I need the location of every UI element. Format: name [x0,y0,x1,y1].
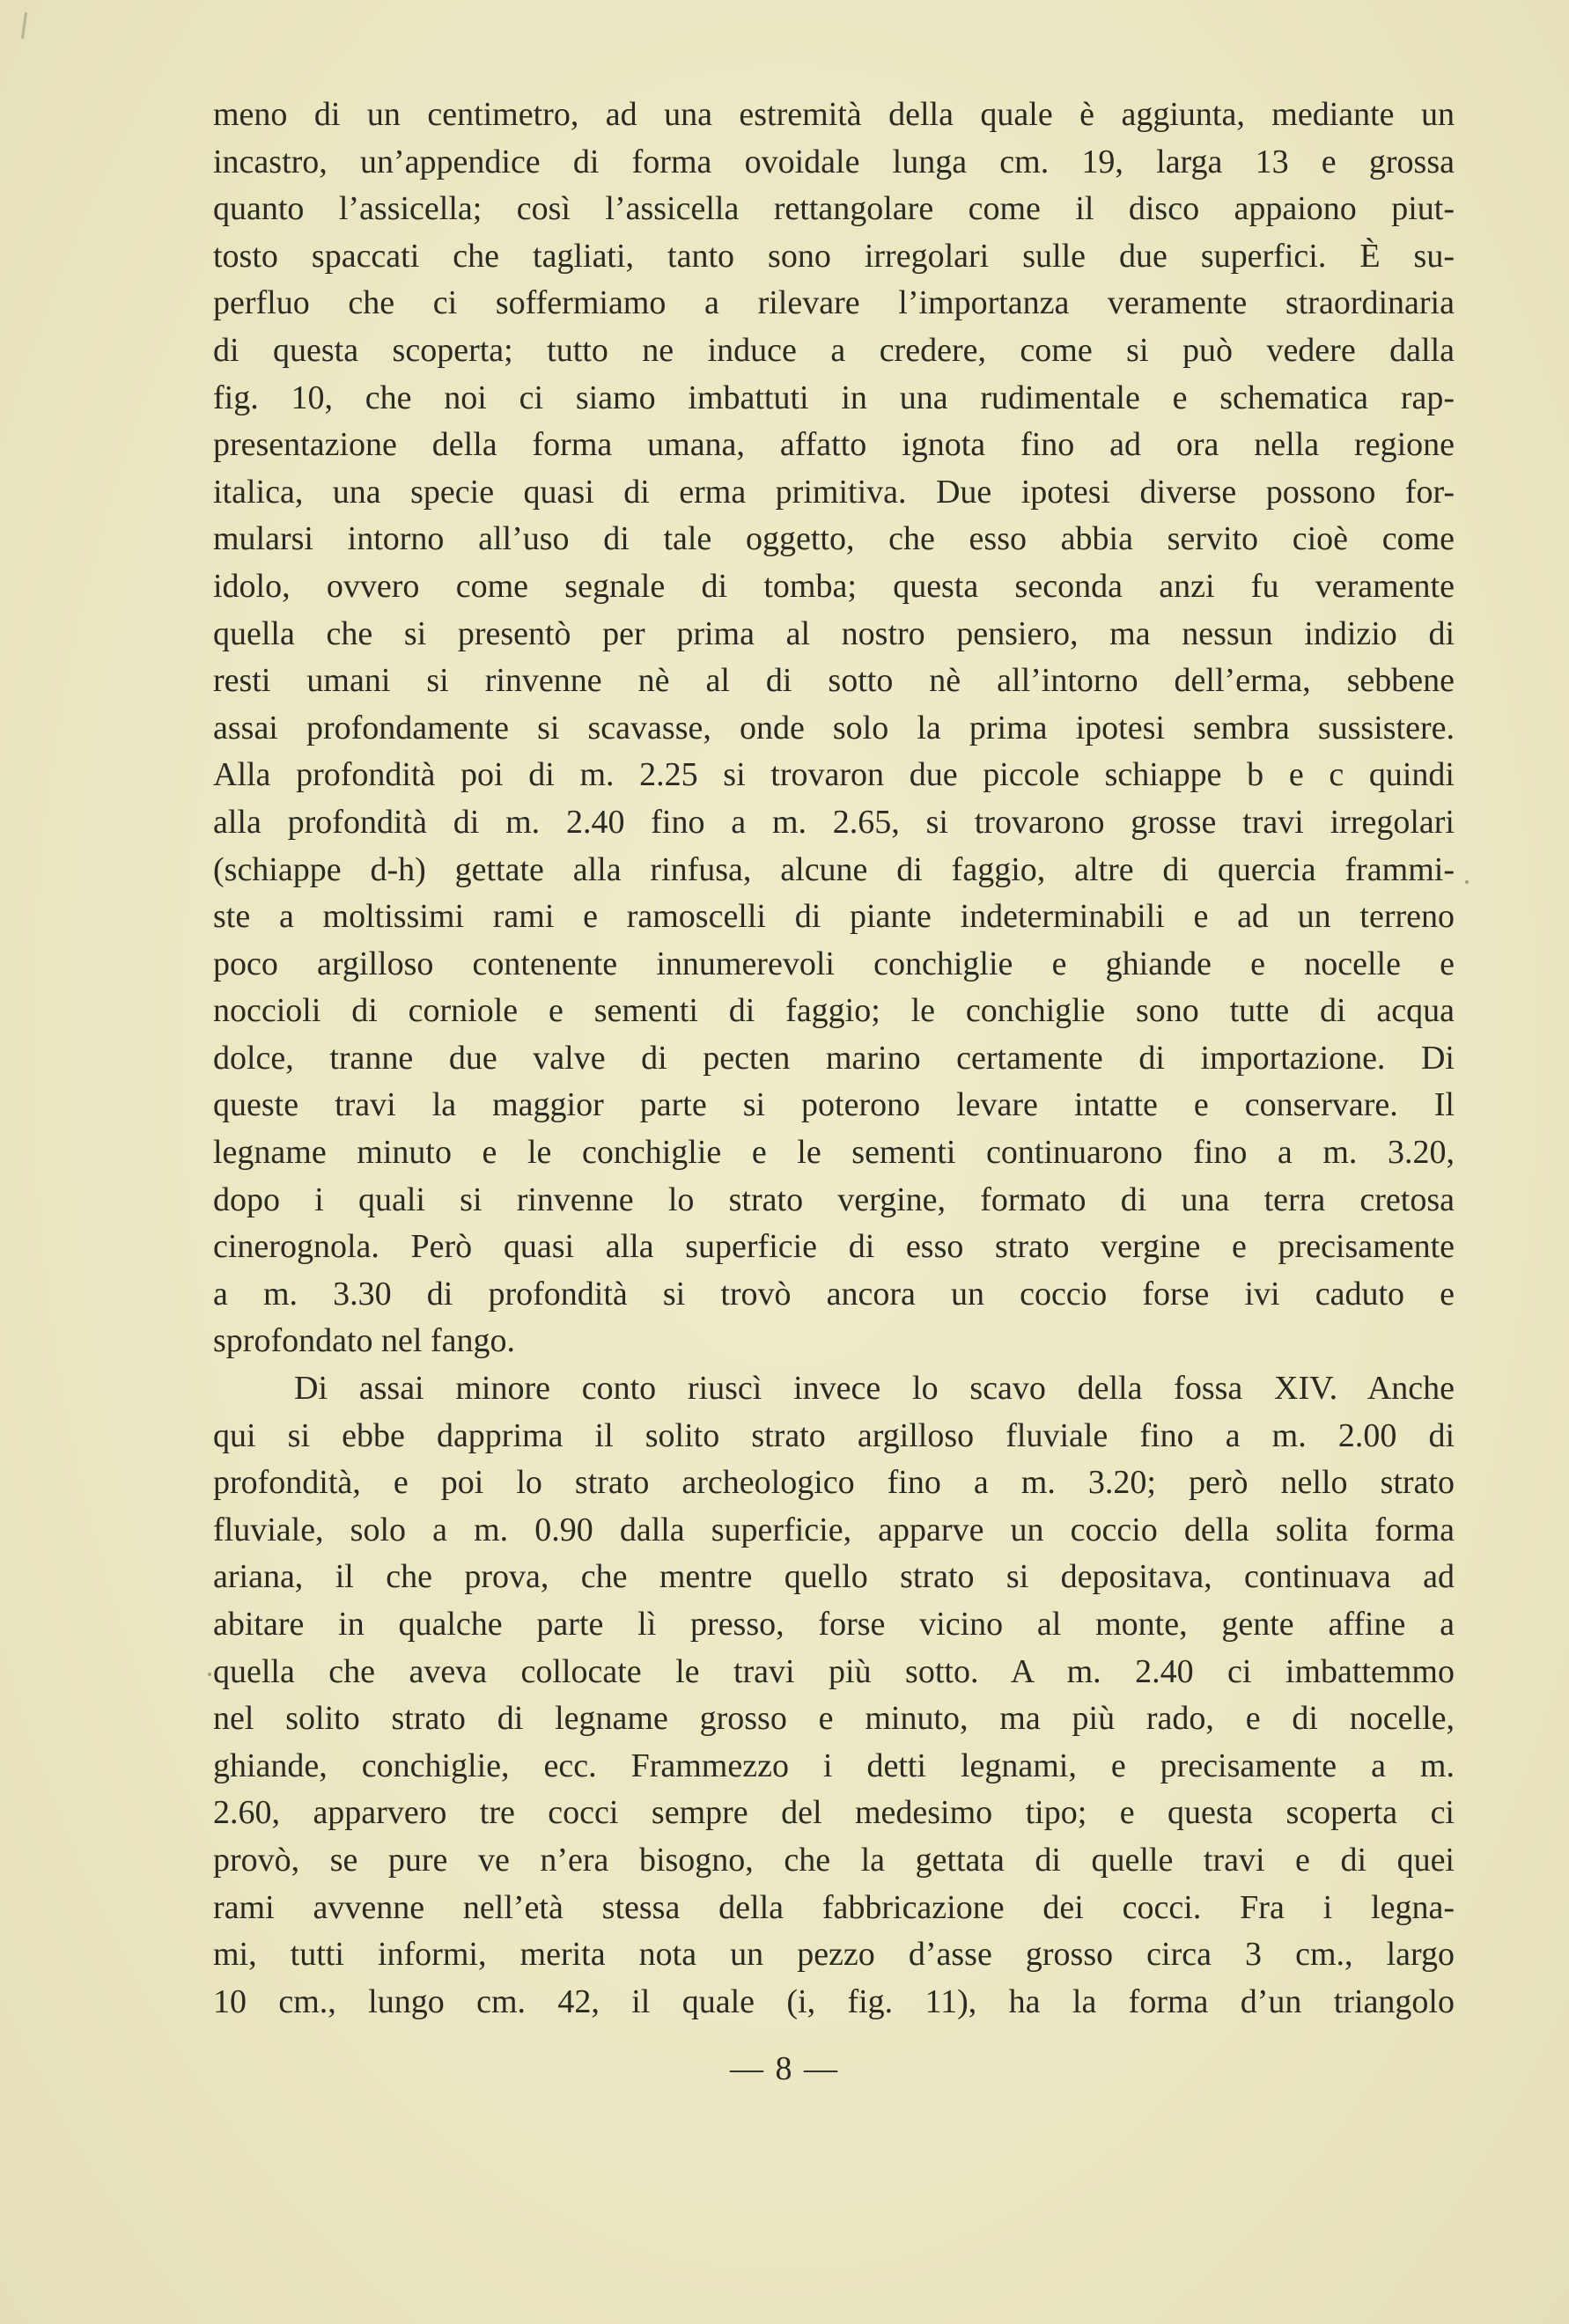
text-line: fig. 10, che noi ci siamo imbattuti in una rudimentale e schematica rap- [213,379,1455,416]
text-line: qui si ebbe dapprima il solito strato argilloso fluviale fino a m. 2.00 di [213,1416,1455,1454]
text-line: 2.60, apparvero tre cocci sempre del medesimo tipo; e questa scoperta ci [213,1794,1455,1832]
paragraph-end-line: sprofondato nel fango. [213,1322,515,1360]
text-line: tosto spaccati che tagliati, tanto sono irregolari sulle due superfici. È su- [213,237,1455,275]
text-line: meno di un centimetro, ad una estremità della quale è aggiunta, mediante un [213,96,1455,133]
text-line: assai profondamente si scavasse, onde solo la prima ipotesi sembra sussistere. [213,709,1455,746]
paper-mark [21,12,27,39]
text-line: quanto l’assicella; così l’assicella rettangolare come il disco appaiono piut- [213,190,1455,228]
text-line: nel solito strato di legname grosso e minuto, ma più rado, e di nocelle, [213,1700,1455,1738]
ink-speck [208,1673,211,1676]
text-line: di questa scoperta; tutto ne induce a credere, come si può vedere dalla [213,331,1455,369]
body-text [213,92,1455,2026]
text-line: Alla profondità poi di m. 2.25 si trovaron due piccole schiappe b e c quindi [213,756,1455,794]
text-line: provò, se pure ve n’era bisogno, che la gettata di quelle travi e di quei [213,1841,1455,1879]
text-line: dolce, tranne due valve di pecten marino certamente di importazione. Di [213,1039,1455,1077]
text-line: legname minuto e le conchiglie e le sementi continuarono fino a m. 3.20, [213,1134,1455,1172]
ink-speck [1465,880,1469,884]
paragraph-start-line: Di assai minore conto riuscì invece lo scavo della fossa XIV. Anche [294,1370,1455,1408]
text-line: ste a moltissimi rami e ramoscelli di piante indeterminabili e ad un terreno [213,898,1455,936]
text-line: (schiappe d-h) gettate alla rinfusa, alcune di faggio, altre di quercia frammi- [213,850,1455,888]
text-line: perfluo che ci soffermiamo a rilevare l’importanza veramente straordinaria [213,284,1455,322]
page-number: — 8 — [730,2050,839,2087]
text-line: cinerognola. Però quasi alla superficie di esso strato vergine e precisamente [213,1228,1455,1266]
text-line: abitare in qualche parte lì presso, forse vicino al monte, gente affine a [213,1606,1455,1643]
text-line: ghiande, conchiglie, ecc. Frammezzo i detti legnami, e precisamente a m. [213,1747,1455,1784]
text-line: queste travi la maggior parte si poterono levare intatte e conservare. Il [213,1086,1455,1124]
text-line: a m. 3.30 di profondità si trovò ancora un coccio forse ivi caduto e [213,1275,1455,1313]
text-line: resti umani si rinvenne nè al di sotto nè all’intorno dell’erma, sebbene [213,662,1455,700]
text-line: alla profondità di m. 2.40 fino a m. 2.65, si trovarono grosse travi irregolari [213,803,1455,841]
text-line: quella che si presentò per prima al nostro pensiero, ma nessun indizio di [213,614,1455,652]
text-line: noccioli di corniole e sementi di faggio; le conchiglie sono tutte di acqua [213,992,1455,1030]
text-line: fluviale, solo a m. 0.90 dalla superficie, apparve un coccio della solita forma [213,1511,1455,1548]
text-line: idolo, ovvero come segnale di tomba; questa seconda anzi fu veramente [213,567,1455,605]
text-line: profondità, e poi lo strato archeologico fino a m. 3.20; però nello strato [213,1464,1455,1502]
text-line: italica, una specie quasi di erma primitiva. Due ipotesi diverse possono for- [213,473,1455,511]
text-line: dopo i quali si rinvenne lo strato vergine, formato di una terra cretosa [213,1180,1455,1218]
text-line: mi, tutti informi, merita nota un pezzo d’asse grosso circa 3 cm., largo [213,1936,1455,1974]
text-line: quella che aveva collocate le travi più sotto. A m. 2.40 ci imbattemmo [213,1652,1455,1690]
text-line: rami avvenne nell’età stessa della fabbricazione dei cocci. Fra i legna- [213,1888,1455,1926]
text-line: incastro, un’appendice di forma ovoidale lunga cm. 19, larga 13 e grossa [213,143,1455,180]
text-line: presentazione della forma umana, affatto ignota fino ad ora nella regione [213,426,1455,464]
text-line: 10 cm., lungo cm. 42, il quale (i, fig. 11), ha la forma d’un triangolo [213,1982,1455,2020]
text-line: poco argilloso contenente innumerevoli conchiglie e ghiande e nocelle e [213,945,1455,982]
text-line: mularsi intorno all’uso di tale oggetto, che esso abbia servito cioè come [213,520,1455,558]
text-line: ariana, il che prova, che mentre quello strato si depositava, continuava ad [213,1558,1455,1596]
